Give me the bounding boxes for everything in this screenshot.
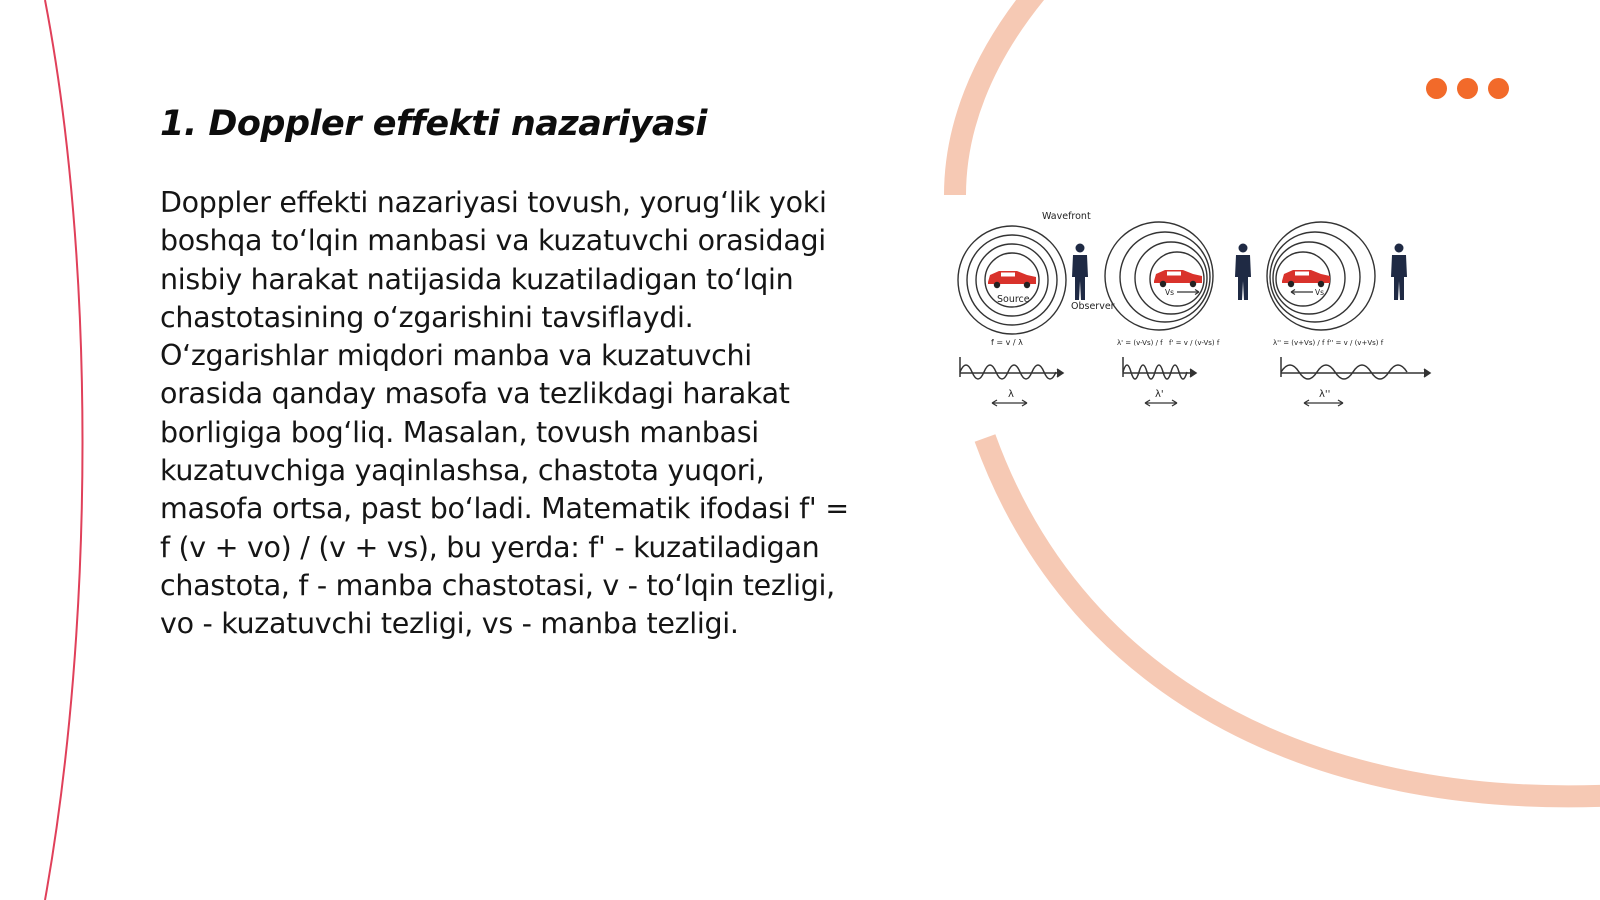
label-observer: Observer (1071, 301, 1115, 312)
panel-approaching (1105, 222, 1251, 406)
slide-body-text: Doppler effekti nazariyasi tovush, yorug‘lik yoki boshqa to‘lqin manbasi va kuzatuvchi orasidagi nisbiy harakat natijasida kuzatiladigan to‘lqin chastotasining o‘zgarishini tavsiflaydi. O‘zgarishlar miqdori manba va kuzatuvchi orasida qanday masofa va tezlikdagi harakat borligiga bog‘liq. Masalan, tovush manbasi kuzatuvchiga yaqinlashsa, chastota yuqori, masofa ortsa, past bo‘ladi. Matematik ifodasi f' = f (v + vo) / (v + vs), bu yerda: f' - kuzatiladigan chastota, f - manba chastotasi, v - to‘lqin tezligi, vo - kuzatuvchi tezligi, vs - manba tezligi. (160, 186, 849, 641)
peach-arc-upper (955, 0, 1038, 195)
equation-2b: f' = v / (v-Vs) f (1169, 339, 1220, 347)
lambda-1: λ (1008, 389, 1014, 400)
equation-3b: f'' = v / (v+Vs) f (1327, 339, 1384, 347)
label-wavefront: Wavefront (1042, 211, 1091, 222)
peach-arc-lower (985, 438, 1600, 796)
observer-icon-3 (1391, 244, 1407, 301)
label-vs-2: Vs (1165, 288, 1175, 297)
dot-2 (1457, 78, 1478, 99)
observer-icon (1072, 244, 1088, 301)
equation-3a: λ'' = (v+Vs) / f (1273, 339, 1325, 347)
doppler-illustration (955, 205, 1435, 425)
label-source: Source (997, 294, 1030, 305)
lambda-2: λ' (1155, 389, 1164, 400)
slide-title: 1. Doppler effekti nazariyasi (160, 104, 707, 144)
car-icon (988, 271, 1036, 288)
equation-1: f = v / λ (991, 338, 1023, 347)
label-vs-3: Vs (1315, 288, 1325, 297)
lambda-3: λ'' (1319, 389, 1331, 400)
panel-stationary (958, 211, 1115, 406)
dot-3 (1488, 78, 1509, 99)
left-red-curve (45, 0, 83, 900)
car-icon-3 (1282, 270, 1330, 287)
dot-1 (1426, 78, 1447, 99)
panel-receding (1267, 222, 1430, 406)
observer-icon-2 (1235, 244, 1251, 301)
car-icon-2 (1154, 270, 1202, 287)
more-dots-icon[interactable] (1426, 78, 1509, 99)
equation-2a: λ' = (v-Vs) / f (1117, 339, 1163, 347)
